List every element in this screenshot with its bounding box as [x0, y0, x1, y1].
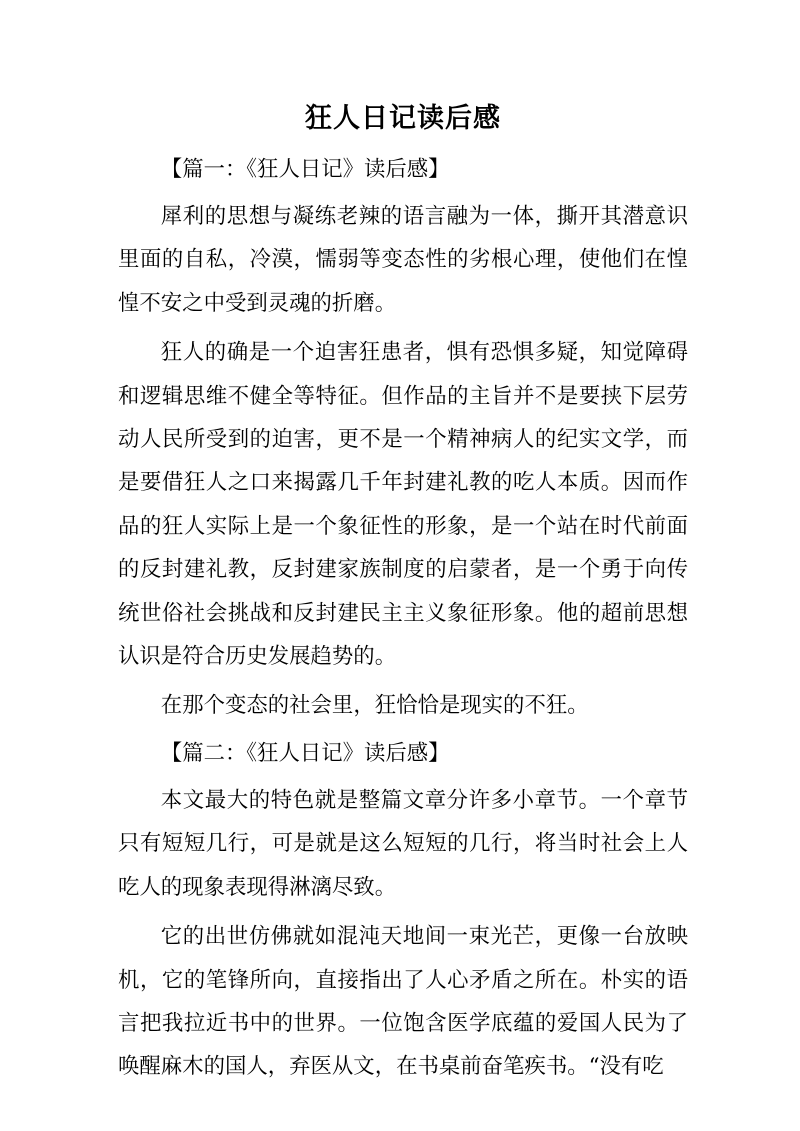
- paragraph: 犀利的思想与凝练老辣的语言融为一体，撕开其潜意识里面的自私，冷漠，懦弱等变态性的劣根心理，使他们在惶惶不安之中受到灵魂的折磨。: [118, 204, 688, 316]
- paragraph: 在那个变态的社会里，狂恰恰是现实的不狂。: [160, 693, 589, 719]
- paragraph: 它的出世仿佛就如混沌天地间一束光芒，更像一台放映机，它的笔锋所向，直接指出了人心矛盾之所在。朴实的语言把我拉近书中的世界。一位饱含医学底蕴的爱国人民为了唤醒麻木的国人，弃医从文，在书桌前奋笔疾书。“没有吃: [118, 924, 688, 1080]
- document-title: 狂人日记读后感: [305, 103, 501, 134]
- paragraph: 本文最大的特色就是整篇文章分许多小章节。一个章节只有短短几行，可是就是这么短短的几行，将当时社会上人吃人的现象表现得淋漓尽致。: [118, 787, 688, 900]
- paragraph: 狂人的确是一个迫害狂患者，惧有恐惧多疑，知觉障碍和逻辑思维不健全等特征。但作品的主旨并不是要挟下层劳动人民所受到的迫害，更不是一个精神病人的纪实文学，而是要借狂人之口来揭露几千年封建礼教的吃人本质。因而作品的狂人实际上是一个象征性的形象，是一个站在时代前面的反封建礼教，反封建家族制度的启蒙者，是一个勇于向传统世俗社会挑战和反封建民主主义象征形象。他的超前思想认识是符合历史发展趋势的。: [118, 340, 688, 670]
- section-heading: 【篇一：《狂人日记》读后感】: [160, 157, 450, 182]
- section-2: [118, 734, 688, 1089]
- document-body: [118, 150, 688, 1089]
- section-1: [118, 150, 688, 728]
- section-heading: 【篇二：《狂人日记》读后感】: [160, 740, 450, 766]
